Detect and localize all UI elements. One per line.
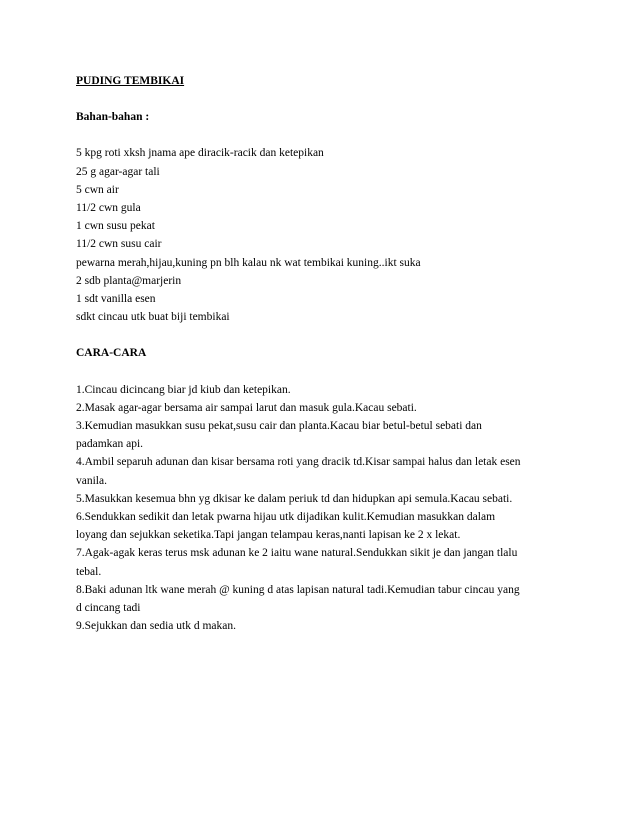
ingredient-item: 1 cwn susu pekat (76, 220, 155, 233)
ingredient-item: 1 sdt vanilla esen (76, 293, 156, 306)
method-step (76, 544, 576, 580)
method-step-line: 8.Baki adunan ltk wane merah @ kuning d atas lapisan natural tadi.Kemudian tabur cincau yang (76, 583, 520, 596)
method-step-line: tebal. (76, 565, 102, 578)
method-step-line: 7.Agak-agak keras terus msk adunan ke 2 iaitu wane natural.Sendukkan sikit je dan jangan tlalu (76, 547, 518, 560)
method-step-line: 2.Masak agar-agar bersama air sampai larut dan masuk gula.Kacau sebati. (76, 401, 417, 414)
method-step-line: loyang dan sejukkan seketika.Tapi jangan telampau keras,nanti lapisan ke 2 x lekat. (76, 529, 461, 542)
ingredients-list (76, 144, 576, 326)
spacer (76, 326, 576, 344)
method-step-line: 9.Sejukkan dan sedia utk d makan. (76, 620, 237, 633)
spacer (76, 90, 576, 108)
method-heading: CARA-CARA (76, 347, 147, 360)
method-step (76, 381, 576, 399)
recipe-title: PUDING TEMBIKAI (76, 75, 185, 87)
ingredient-item: 5 cwn air (76, 183, 119, 196)
ingredient-item: 5 kpg roti xksh jnama ape diracik-racik dan ketepikan (76, 147, 324, 160)
ingredient-item: pewarna merah,hijau,kuning pn blh kalau nk wat tembikai kuning..ikt suka (76, 256, 421, 269)
method-step (76, 453, 576, 489)
method-step (76, 399, 576, 417)
ingredients-heading: Bahan-bahan : (76, 111, 150, 124)
recipe-document (76, 72, 576, 635)
spacer (76, 126, 576, 144)
method-step-line: 3.Kemudian masukkan susu pekat,susu cair dan planta.Kacau biar betul-betul sebati dan (76, 420, 482, 433)
method-step-line: 5.Masukkan kesemua bhn yg dkisar ke dalam periuk td dan hidupkan api semula.Kacau sebati. (76, 492, 513, 505)
method-step (76, 490, 576, 508)
method-step-line: d cincang tadi (76, 602, 141, 615)
ingredient-item: 2 sdb planta@marjerin (76, 274, 182, 287)
ingredient-item: 11/2 cwn gula (76, 202, 141, 215)
method-step (76, 581, 576, 617)
method-step (76, 417, 576, 453)
method-step (76, 617, 576, 635)
spacer (76, 363, 576, 381)
ingredient-item: sdkt cincau utk buat biji tembikai (76, 311, 230, 324)
ingredient-item: 25 g agar-agar tali (76, 165, 160, 178)
ingredient-item: 11/2 cwn susu cair (76, 238, 162, 251)
method-step-line: 4.Ambil separuh adunan dan kisar bersama roti yang dracik td.Kisar sampai halus dan letak esen (76, 456, 521, 469)
method-step-line: 6.Sendukkan sedikit dan letak pwarna hijau utk dijadikan kulit.Kemudian masukkan dalam (76, 511, 496, 524)
method-step-line: 1.Cincau dicincang biar jd kiub dan ketepikan. (76, 383, 291, 396)
method-step-line: padamkan api. (76, 438, 144, 451)
method-step (76, 508, 576, 544)
method-steps-list (76, 381, 576, 636)
method-step-line: vanila. (76, 474, 107, 487)
